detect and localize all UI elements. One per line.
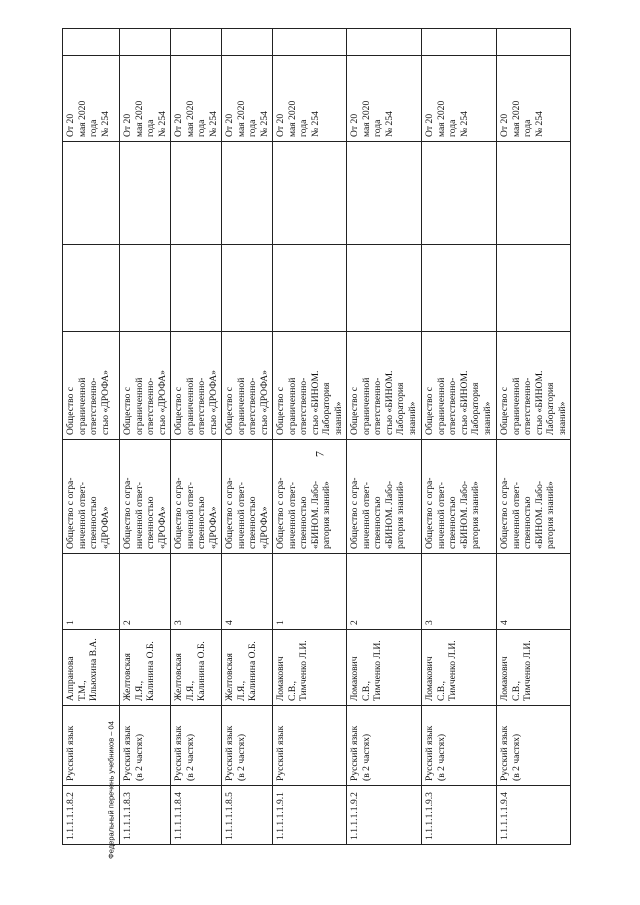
cell-authors: Ломакович С.В., Тимченко Л.И. <box>347 630 422 706</box>
cell-subject: Русский язык (в 2 частях) <box>171 706 222 786</box>
cell-grade: 1 <box>63 554 120 630</box>
cell-c3 <box>222 29 273 56</box>
cell-c1 <box>497 245 571 332</box>
cell-code: 1.1.1.1.1.9.1 <box>273 786 347 845</box>
cell-order: От 20 мая 2020 года № 254 <box>63 56 120 142</box>
cell-order: От 20 мая 2020 года № 254 <box>422 56 497 142</box>
cell-code: 1.1.1.1.1.9.3 <box>422 786 497 845</box>
page-footer: Федеральный перечень учебников – 04 <box>106 721 116 859</box>
cell-subject: Русский язык (в 2 частях) <box>120 706 171 786</box>
cell-subject: Русский язык <box>63 706 120 786</box>
cell-publisher: Общество с огра- ниченной ответ- ственностью «ДРОФА» <box>120 440 171 554</box>
cell-authors: Желтовская Л.Я., Калинина О.Б. <box>171 630 222 706</box>
cell-grade: 4 <box>222 554 273 630</box>
cell-owner: Общество с ограниченной ответственно- стью «ДРОФА» <box>63 332 120 440</box>
cell-authors: Ломакович С.В., Тимченко Л.И. <box>422 630 497 706</box>
cell-authors: Ломакович С.В., Тимченко Л.И. <box>273 630 347 706</box>
cell-code: 1.1.1.1.1.8.3 <box>120 786 171 845</box>
cell-code: 1.1.1.1.1.8.2 <box>63 786 120 845</box>
cell-grade: 2 <box>347 554 422 630</box>
cell-subject: Русский язык (в 2 частях) <box>422 706 497 786</box>
cell-authors: Желтовская Л.Я., Калинина О.Б. <box>120 630 171 706</box>
cell-owner: Общество с ограниченной ответственно- стью «БИНОМ. Лаборатория знаний» <box>497 332 571 440</box>
cell-owner: Общество с ограниченной ответственно- стью «БИНОМ. Лаборатория знаний» <box>422 332 497 440</box>
table-row <box>273 29 347 845</box>
cell-c1 <box>273 245 347 332</box>
cell-c3 <box>171 29 222 56</box>
cell-owner: Общество с ограниченной ответственно- стью «ДРОФА» <box>120 332 171 440</box>
cell-order: От 20 мая 2020 года № 254 <box>222 56 273 142</box>
cell-code: 1.1.1.1.1.8.5 <box>222 786 273 845</box>
cell-c3 <box>63 29 120 56</box>
table-row <box>222 29 273 845</box>
cell-c2 <box>171 142 222 245</box>
cell-publisher: Общество с огра- ниченной ответ- ственностью «ДРОФА» <box>171 440 222 554</box>
cell-c3 <box>273 29 347 56</box>
cell-authors: Алпранова Т.М., Ильюхина В.А. <box>63 630 120 706</box>
cell-authors: Желтовская Л.Я., Калинина О.Б. <box>222 630 273 706</box>
cell-c2 <box>422 142 497 245</box>
cell-publisher: Общество с огра- ниченной ответ- ственностью «БИНОМ. Лабо- ратория знаний» <box>273 440 347 554</box>
table-row <box>422 29 497 845</box>
cell-order: От 20 мая 2020 года № 254 <box>273 56 347 142</box>
cell-c2 <box>273 142 347 245</box>
cell-publisher: Общество с огра- ниченной ответ- ственностью «ДРОФА» <box>63 440 120 554</box>
table-row <box>171 29 222 845</box>
cell-c1 <box>347 245 422 332</box>
cell-order: От 20 мая 2020 года № 254 <box>171 56 222 142</box>
cell-publisher: Общество с огра- ниченной ответ- ственностью «БИНОМ. Лабо- ратория знаний» <box>422 440 497 554</box>
cell-c2 <box>120 142 171 245</box>
cell-publisher: Общество с огра- ниченной ответ- ственностью «ДРОФА» <box>222 440 273 554</box>
cell-grade: 3 <box>422 554 497 630</box>
cell-c2 <box>63 142 120 245</box>
cell-publisher: Общество с огра- ниченной ответ- ственностью «БИНОМ. Лабо- ратория знаний» <box>497 440 571 554</box>
cell-subject: Русский язык (в 2 частях) <box>222 706 273 786</box>
cell-c2 <box>497 142 571 245</box>
cell-order: От 20 мая 2020 года № 254 <box>120 56 171 142</box>
cell-c3 <box>347 29 422 56</box>
cell-c1 <box>171 245 222 332</box>
table-row <box>120 29 171 845</box>
cell-c3 <box>422 29 497 56</box>
cell-owner: Общество с ограниченной ответственно- стью «БИНОМ. Лаборатория знаний» <box>347 332 422 440</box>
textbook-table <box>62 28 571 845</box>
cell-grade: 2 <box>120 554 171 630</box>
cell-grade: 3 <box>171 554 222 630</box>
cell-code: 1.1.1.1.1.8.4 <box>171 786 222 845</box>
cell-code: 1.1.1.1.1.9.2 <box>347 786 422 845</box>
cell-publisher: Общество с огра- ниченной ответ- ственностью «БИНОМ. Лабо- ратория знаний» <box>347 440 422 554</box>
cell-owner: Общество с ограниченной ответственно- стью «ДРОФА» <box>171 332 222 440</box>
textbook-table-rotated <box>62 29 568 845</box>
cell-owner: Общество с ограниченной ответственно- стью «БИНОМ. Лаборатория знаний» <box>273 332 347 440</box>
cell-c3 <box>497 29 571 56</box>
table-row <box>497 29 571 845</box>
cell-grade: 4 <box>497 554 571 630</box>
cell-order: От 20 мая 2020 года № 254 <box>347 56 422 142</box>
cell-c1 <box>422 245 497 332</box>
cell-c2 <box>222 142 273 245</box>
cell-c1 <box>63 245 120 332</box>
cell-order: От 20 мая 2020 года № 254 <box>497 56 571 142</box>
table-row <box>347 29 422 845</box>
cell-c2 <box>347 142 422 245</box>
cell-subject: Русский язык <box>273 706 347 786</box>
cell-c1 <box>222 245 273 332</box>
cell-c1 <box>120 245 171 332</box>
cell-authors: Ломакович С.В., Тимченко Л.И. <box>497 630 571 706</box>
cell-c3 <box>120 29 171 56</box>
cell-subject: Русский язык (в 2 частях) <box>497 706 571 786</box>
table-row <box>63 29 120 845</box>
cell-code: 1.1.1.1.1.9.4 <box>497 786 571 845</box>
page-number: 7 <box>312 451 327 457</box>
cell-grade: 1 <box>273 554 347 630</box>
cell-owner: Общество с ограниченной ответственно- стью «ДРОФА» <box>222 332 273 440</box>
cell-subject: Русский язык (в 2 частях) <box>347 706 422 786</box>
